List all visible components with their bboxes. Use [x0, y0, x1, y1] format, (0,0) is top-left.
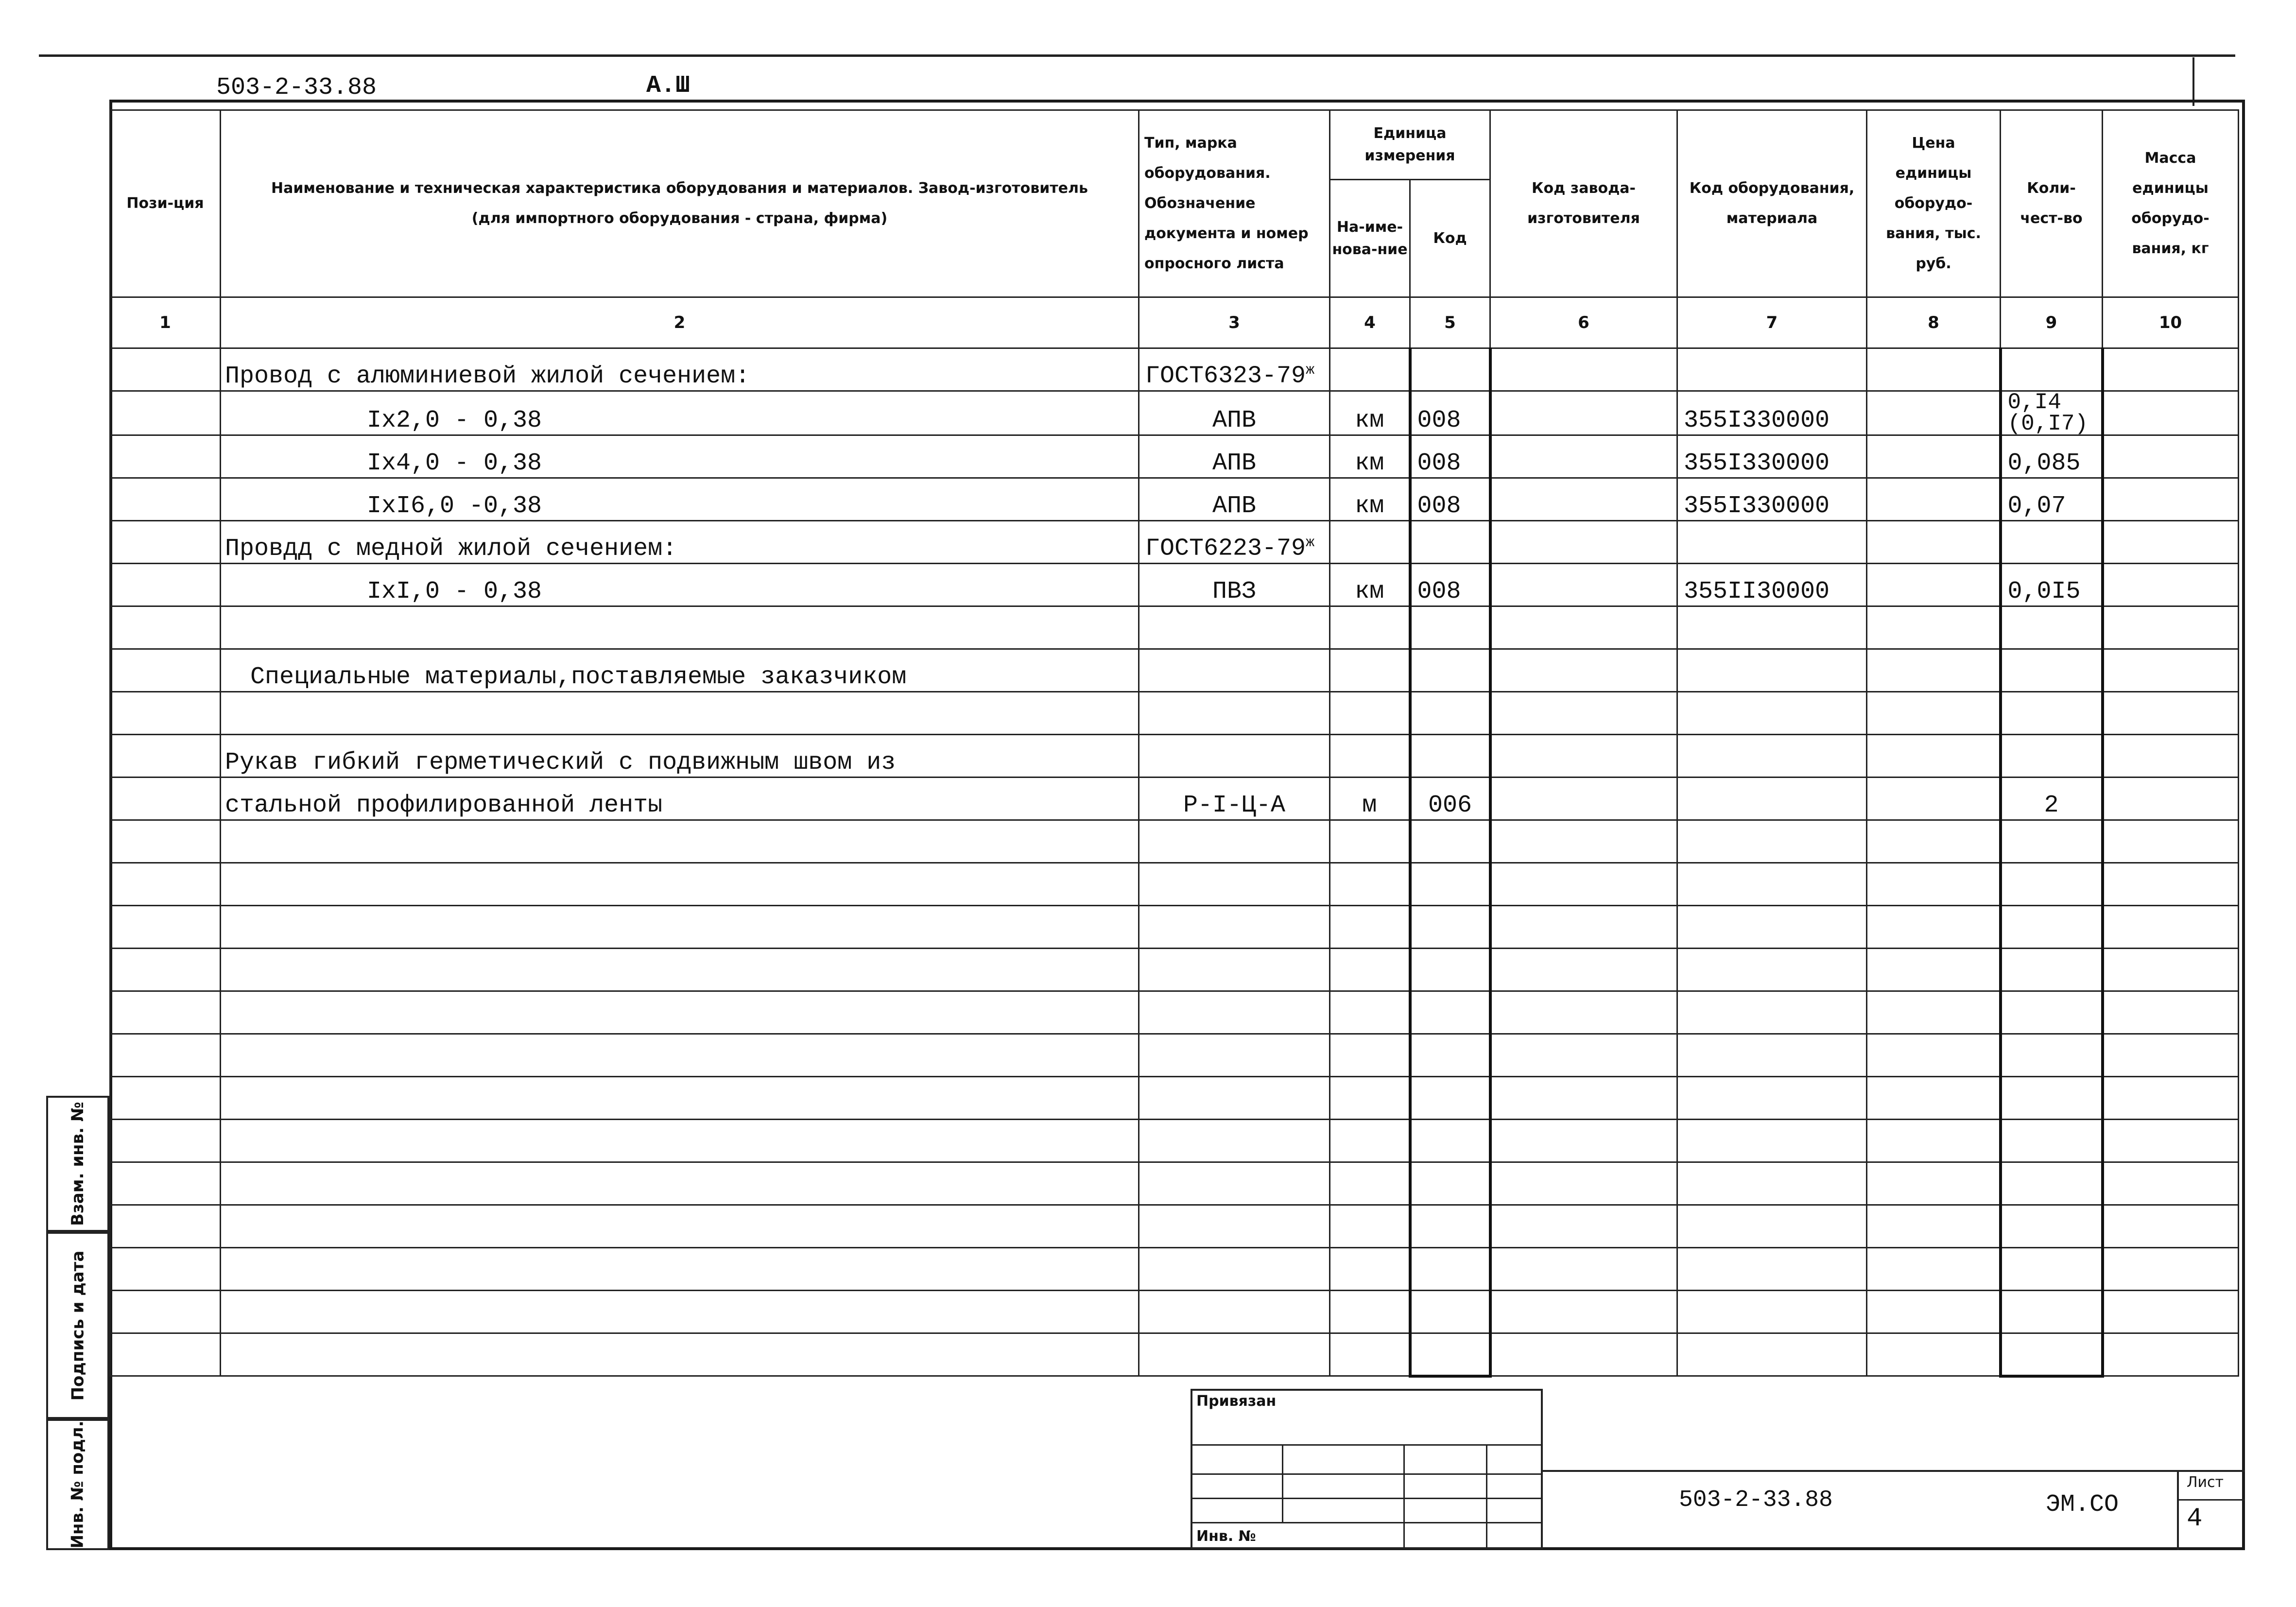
item-name: IхI,0 - 0,38	[221, 564, 1139, 606]
item-qty: 0,0I5	[2001, 564, 2103, 606]
stamp-line	[1282, 1444, 1283, 1522]
item-qty: 0,I4 (0,I7)	[2001, 391, 2103, 435]
item-qty	[2001, 348, 2103, 391]
title-block-line	[2177, 1499, 2245, 1501]
col-number: 2	[221, 297, 1139, 348]
stamp-line	[1191, 1444, 1543, 1446]
table-row	[110, 1077, 2239, 1120]
col-number: 10	[2103, 297, 2239, 348]
table-row	[110, 820, 2239, 863]
table-row	[110, 906, 2239, 949]
header-album: А.Ш	[646, 72, 691, 100]
top-rule	[39, 54, 2235, 57]
stamp-inv-label: Инв. №	[1196, 1528, 1256, 1545]
table-row	[110, 1333, 2239, 1376]
table-row	[110, 348, 2239, 391]
item-unit: м	[1330, 778, 1410, 820]
item-name: стальной профилированной ленты	[221, 778, 1139, 820]
table-row	[110, 1248, 2239, 1291]
item-type: $ГОСТ6323-79^ж$	[1139, 348, 1330, 391]
col-number: 6	[1490, 297, 1677, 348]
item-equip-code	[1677, 348, 1867, 391]
side-label-vzam: Взам. инв. №	[46, 1096, 109, 1232]
col-header-plant-code: Код завода-изготовителя	[1490, 110, 1677, 297]
item-equip-code	[1677, 521, 1867, 564]
col-header-price: Цена единицы оборудо-вания, тыс. руб.	[1867, 110, 2001, 297]
item-unit: км	[1330, 435, 1410, 478]
side-label-podpis: Подпись и дата	[46, 1232, 109, 1419]
item-equip-code: 355II30000	[1677, 564, 1867, 606]
table-row	[110, 649, 2239, 692]
item-name: Рукав гибкий герметический с подвижным швом из	[221, 735, 1139, 778]
footer-sheet-label: Лист	[2187, 1474, 2224, 1491]
item-equip-code: 355I330000	[1677, 391, 1867, 435]
item-code: 006	[1410, 778, 1490, 820]
table-row	[110, 949, 2239, 991]
item-name: Iх4,0 - 0,38	[221, 435, 1139, 478]
col-number: 9	[2001, 297, 2103, 348]
table-row	[110, 991, 2239, 1034]
col-number: 4	[1330, 297, 1410, 348]
col-number: 5	[1410, 297, 1490, 348]
col-header-unit-code: Код	[1409, 180, 1489, 296]
item-name: Провдд с медной жилой сечением:	[221, 521, 1139, 564]
item-unit	[1330, 348, 1410, 391]
table-row	[110, 735, 2239, 778]
col-header-mass: Масса единицы оборудо-вания, кг	[2103, 110, 2239, 297]
specification-table	[109, 109, 2239, 1378]
stamp-line	[1191, 1473, 1543, 1475]
title-block-line	[2177, 1470, 2179, 1550]
table-row	[110, 1120, 2239, 1162]
item-code	[1410, 521, 1490, 564]
table-row	[110, 1034, 2239, 1077]
item-qty: 0,085	[2001, 435, 2103, 478]
col-header-type: Тип, марка оборудования. Обозначение документа и номер опросного листа	[1139, 110, 1330, 297]
right-top-mark	[2192, 57, 2194, 106]
item-qty	[2001, 521, 2103, 564]
item-qty: 2	[2001, 778, 2103, 820]
item-type: ПВЗ	[1139, 564, 1330, 606]
stamp-line	[1191, 1522, 1543, 1523]
item-unit: км	[1330, 564, 1410, 606]
item-type: Р-I-Ц-А	[1139, 778, 1330, 820]
title-block-line	[1543, 1470, 2245, 1472]
col-header-qty: Коли-чест-во	[2001, 110, 2103, 297]
table-row	[110, 778, 2239, 820]
col-number: 8	[1867, 297, 2001, 348]
item-unit	[1330, 521, 1410, 564]
item-qty: 0,07	[2001, 478, 2103, 521]
footer-sheet-number: 4	[2187, 1504, 2203, 1534]
table-row	[110, 391, 2239, 435]
table-row	[110, 863, 2239, 906]
table-row	[110, 692, 2239, 735]
col-header-unit-name: На-име-нова-ние	[1332, 218, 1408, 258]
stamp-line	[1486, 1444, 1487, 1549]
item-code: 008	[1410, 478, 1490, 521]
table-row	[110, 564, 2239, 606]
table-row	[110, 478, 2239, 521]
item-type: АПВ	[1139, 391, 1330, 435]
item-code	[1410, 348, 1490, 391]
stamp-privyazan-label: Привязан	[1196, 1393, 1277, 1410]
item-name: Iх2,0 - 0,38	[221, 391, 1139, 435]
item-type: АПВ	[1139, 435, 1330, 478]
header-doc-code: 503-2-33.88	[216, 74, 377, 102]
stamp-line	[1191, 1498, 1543, 1499]
stamp-line	[1403, 1444, 1405, 1549]
side-label-inv: Инв. № подл.	[46, 1419, 109, 1550]
table-row	[110, 435, 2239, 478]
item-type: $ГОСТ6223-79^ж$	[1139, 521, 1330, 564]
col-header-pos: Пози-ция	[110, 110, 221, 297]
item-code: 008	[1410, 435, 1490, 478]
section-title: Специальные материалы,поставляемые заказчиком	[221, 649, 1139, 692]
table-row	[110, 1205, 2239, 1248]
col-header-equip-code: Код оборудования, материала	[1677, 110, 1867, 297]
col-header-unit	[1330, 110, 1490, 297]
col-header-name: Наименование и техническая характеристика оборудования и материалов. Завод-изготовитель (для импортного оборудования - страна, фирма)	[221, 110, 1139, 297]
col-number: 3	[1139, 297, 1330, 348]
item-code: 008	[1410, 564, 1490, 606]
item-name: Провод с алюминиевой жилой сечением:	[221, 348, 1139, 391]
footer-doc-code: 503-2-33.88	[1679, 1487, 1833, 1513]
item-qty-alt: (0,I7)	[2007, 411, 2089, 436]
item-code: 008	[1410, 391, 1490, 435]
table-row	[110, 1162, 2239, 1205]
table-row	[110, 606, 2239, 649]
col-header-unit-title: Единица измерения	[1330, 111, 1489, 180]
col-number: 1	[110, 297, 221, 348]
table-row	[110, 521, 2239, 564]
item-type: АПВ	[1139, 478, 1330, 521]
column-number-row	[110, 297, 2239, 348]
col-number: 7	[1677, 297, 1867, 348]
item-unit: км	[1330, 478, 1410, 521]
item-equip-code: 355I330000	[1677, 435, 1867, 478]
table-row	[110, 1291, 2239, 1333]
item-name: IхI6,0 -0,38	[221, 478, 1139, 521]
header-row	[110, 110, 2239, 297]
footer-mark: ЭМ.СО	[2046, 1491, 2119, 1519]
item-equip-code: 355I330000	[1677, 478, 1867, 521]
binding-stamp	[1191, 1389, 1543, 1549]
item-unit: км	[1330, 391, 1410, 435]
